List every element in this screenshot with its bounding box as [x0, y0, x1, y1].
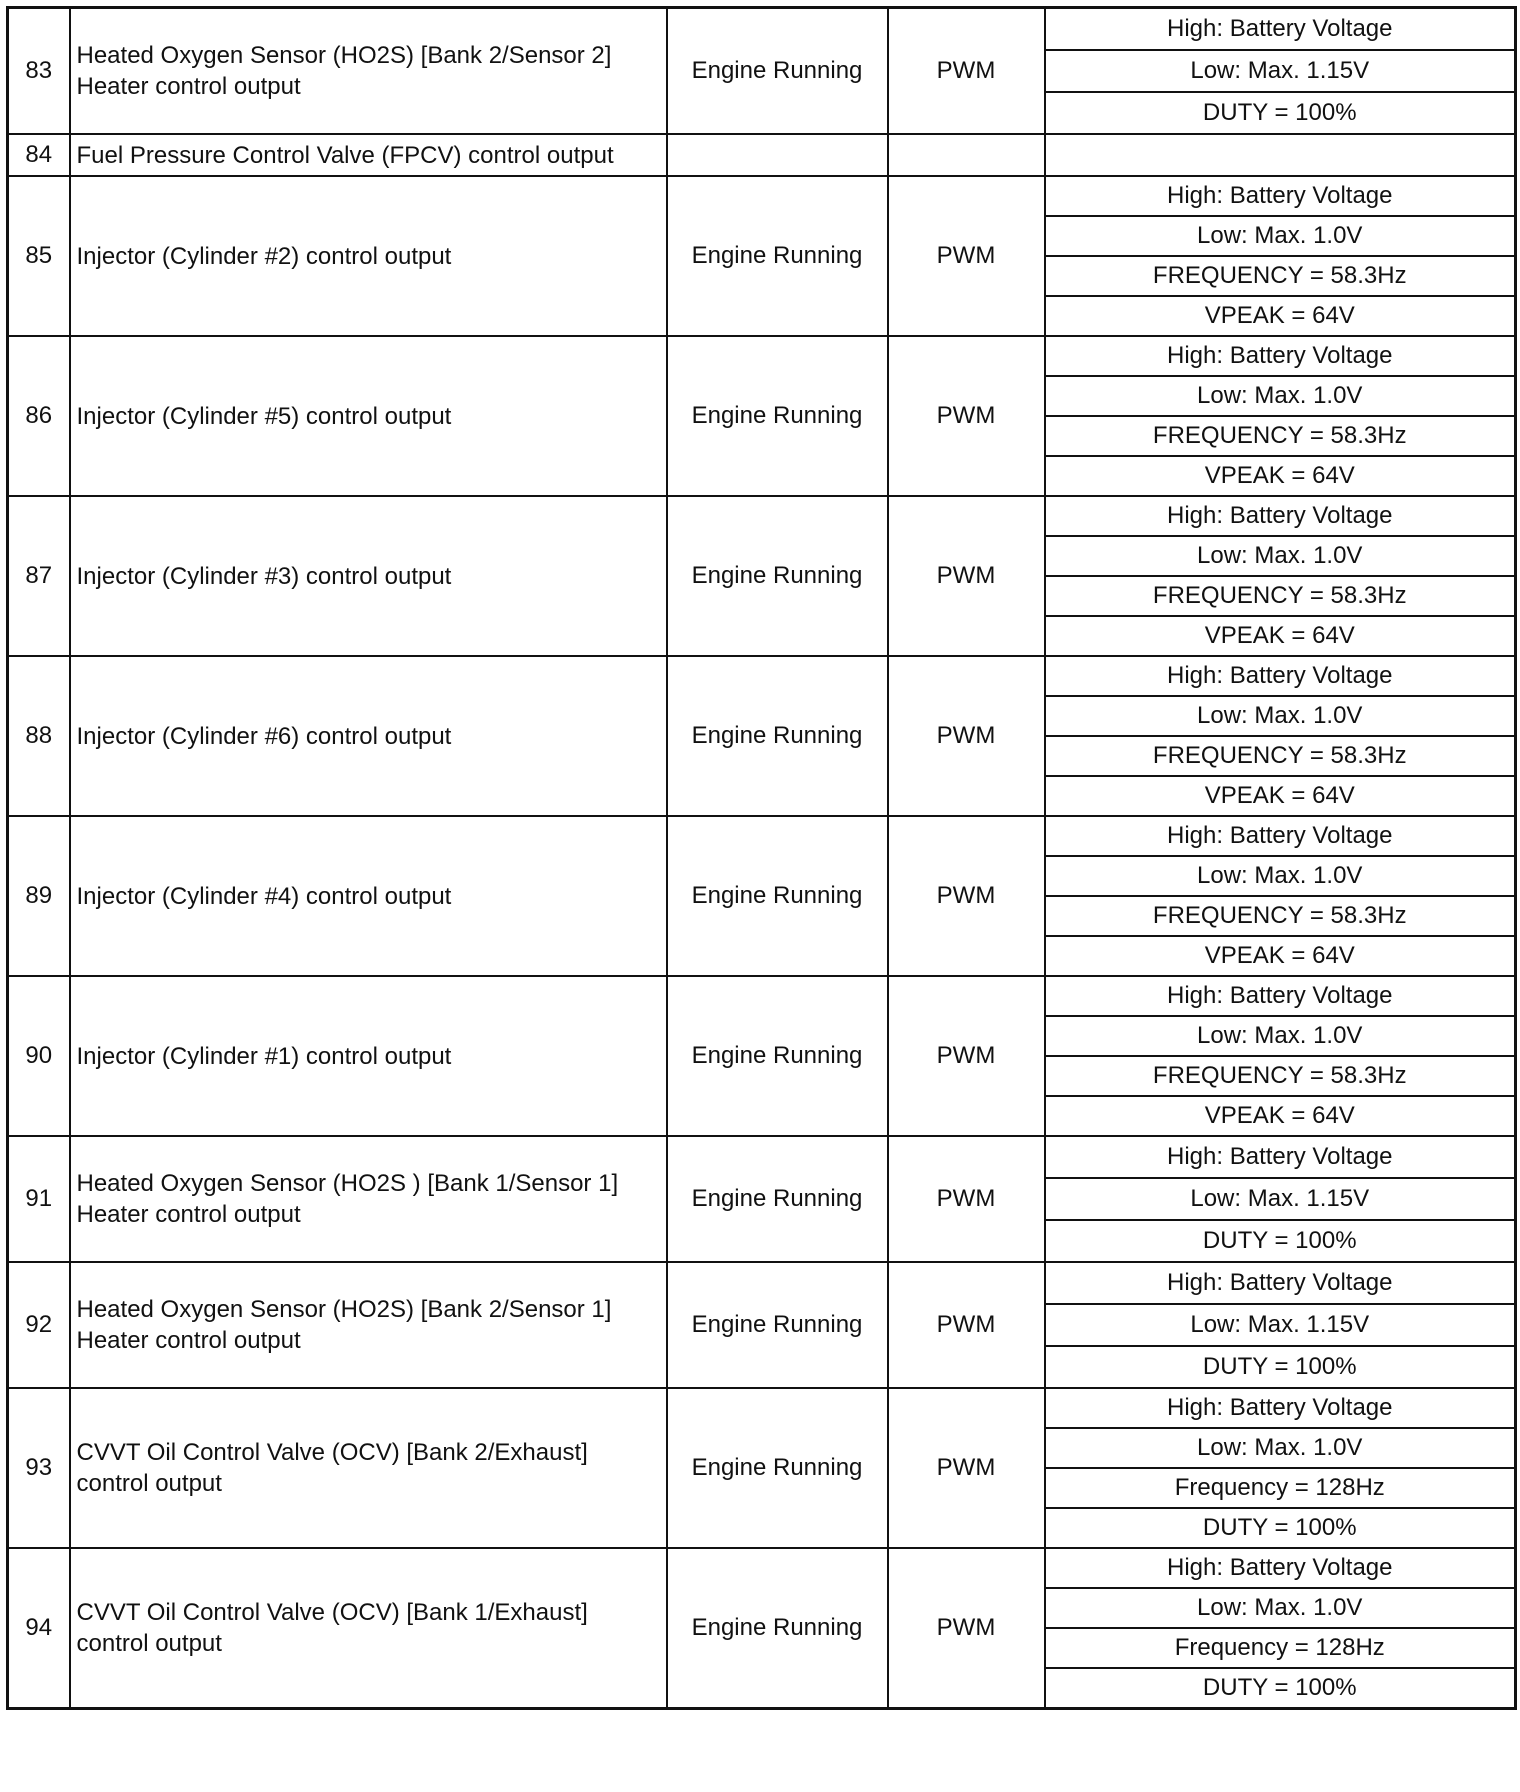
pin-spec-value: High: Battery Voltage: [1045, 1136, 1516, 1178]
pin-signal-type: PWM: [888, 8, 1045, 135]
pin-signal-type: [888, 134, 1045, 176]
pin-spec-value: High: Battery Voltage: [1045, 1548, 1516, 1588]
pin-spec-value: Low: Max. 1.0V: [1045, 856, 1516, 896]
pin-condition: Engine Running: [667, 1262, 888, 1388]
pin-description: [70, 8, 667, 135]
pin-condition: Engine Running: [667, 8, 888, 135]
pin-signal-type: PWM: [888, 656, 1045, 816]
pin-condition: Engine Running: [667, 336, 888, 496]
pin-spec-value: FREQUENCY = 58.3Hz: [1045, 256, 1516, 296]
pin-signal-type: PWM: [888, 816, 1045, 976]
table-row: [8, 1136, 1516, 1178]
pin-number: 94: [8, 1548, 70, 1709]
pin-description: [70, 1548, 667, 1709]
pin-spec-value: VPEAK = 64V: [1045, 1096, 1516, 1136]
description-line: control output: [76, 1630, 222, 1657]
pin-signal-type: PWM: [888, 336, 1045, 496]
pin-condition: [667, 134, 888, 176]
pin-spec-value: FREQUENCY = 58.3Hz: [1045, 416, 1516, 456]
pin-spec-value: [1045, 134, 1516, 176]
table-row: [8, 8, 1516, 51]
table-row: [8, 976, 1516, 1016]
pin-number: 93: [8, 1388, 70, 1548]
pin-signal-type: PWM: [888, 976, 1045, 1136]
description-line: Fuel Pressure Control Valve (FPCV) control output: [76, 141, 614, 169]
pin-spec-value: DUTY = 100%: [1045, 92, 1516, 134]
description-line: Heated Oxygen Sensor (HO2S) [Bank 2/Sensor 1]: [76, 1296, 612, 1323]
pin-spec-value: Low: Max. 1.0V: [1045, 1588, 1516, 1628]
table-row: [8, 816, 1516, 856]
pin-spec-value: DUTY = 100%: [1045, 1668, 1516, 1709]
pin-spec-value: Low: Max. 1.15V: [1045, 1178, 1516, 1220]
pin-number: 91: [8, 1136, 70, 1262]
table-row: [8, 1388, 1516, 1428]
pin-number: 92: [8, 1262, 70, 1388]
pin-description: [70, 176, 667, 336]
table-row: [8, 176, 1516, 216]
pin-spec-value: Low: Max. 1.0V: [1045, 1428, 1516, 1468]
description-line: Injector (Cylinder #1) control output: [76, 1042, 452, 1070]
pin-signal-type: PWM: [888, 496, 1045, 656]
pin-description: [70, 656, 667, 816]
pin-number: 84: [8, 134, 70, 176]
pin-spec-value: Frequency = 128Hz: [1045, 1468, 1516, 1508]
pin-spec-value: FREQUENCY = 58.3Hz: [1045, 576, 1516, 616]
pin-spec-value: Low: Max. 1.15V: [1045, 1304, 1516, 1346]
table-row: [8, 134, 1516, 176]
description-line: Heater control output: [76, 1201, 301, 1228]
description-line: Injector (Cylinder #6) control output: [76, 722, 452, 750]
description-line: Heated Oxygen Sensor (HO2S ) [Bank 1/Sensor 1]: [76, 1170, 619, 1197]
pin-number: 90: [8, 976, 70, 1136]
pin-spec-value: High: Battery Voltage: [1045, 976, 1516, 1016]
description-line: Heater control output: [76, 1327, 301, 1354]
table-row: [8, 1262, 1516, 1304]
pin-spec-value: FREQUENCY = 58.3Hz: [1045, 1056, 1516, 1096]
pin-spec-value: High: Battery Voltage: [1045, 656, 1516, 696]
description-line: Heated Oxygen Sensor (HO2S) [Bank 2/Sensor 2]: [76, 42, 612, 69]
pin-spec-value: High: Battery Voltage: [1045, 1388, 1516, 1428]
pin-spec-value: High: Battery Voltage: [1045, 1262, 1516, 1304]
pin-description: [70, 1136, 667, 1262]
pin-description: [70, 1388, 667, 1548]
pin-signal-type: PWM: [888, 1262, 1045, 1388]
pin-description: [70, 1262, 667, 1388]
table-row: [8, 496, 1516, 536]
pin-spec-value: VPEAK = 64V: [1045, 776, 1516, 816]
pin-spec-value: High: Battery Voltage: [1045, 176, 1516, 216]
pin-condition: Engine Running: [667, 176, 888, 336]
pin-spec-value: VPEAK = 64V: [1045, 616, 1516, 656]
pin-number: 83: [8, 8, 70, 135]
pin-signal-type: PWM: [888, 176, 1045, 336]
description-line: Injector (Cylinder #4) control output: [76, 882, 452, 910]
pin-spec-value: Low: Max. 1.0V: [1045, 696, 1516, 736]
pin-number: 86: [8, 336, 70, 496]
pin-description: [70, 976, 667, 1136]
description-line: Injector (Cylinder #5) control output: [76, 402, 452, 430]
pin-spec-value: VPEAK = 64V: [1045, 296, 1516, 336]
pin-spec-value: FREQUENCY = 58.3Hz: [1045, 736, 1516, 776]
pin-spec-value: Low: Max. 1.0V: [1045, 536, 1516, 576]
pin-spec-value: Low: Max. 1.0V: [1045, 1016, 1516, 1056]
pin-signal-type: PWM: [888, 1388, 1045, 1548]
pin-table: [6, 6, 1517, 1710]
pin-number: 85: [8, 176, 70, 336]
table-row: [8, 1548, 1516, 1588]
table-row: [8, 656, 1516, 696]
pin-spec-value: High: Battery Voltage: [1045, 816, 1516, 856]
pin-spec-value: High: Battery Voltage: [1045, 336, 1516, 376]
table-row: [8, 336, 1516, 376]
pin-number: 87: [8, 496, 70, 656]
pin-spec-value: Frequency = 128Hz: [1045, 1628, 1516, 1668]
description-line: Injector (Cylinder #3) control output: [76, 562, 452, 590]
pin-spec-value: Low: Max. 1.0V: [1045, 216, 1516, 256]
pin-condition: Engine Running: [667, 1548, 888, 1709]
pin-description: [70, 336, 667, 496]
pin-spec-value: DUTY = 100%: [1045, 1220, 1516, 1262]
pin-condition: Engine Running: [667, 816, 888, 976]
pin-spec-value: Low: Max. 1.15V: [1045, 50, 1516, 92]
pin-description: [70, 496, 667, 656]
description-line: CVVT Oil Control Valve (OCV) [Bank 2/Exhaust]: [76, 1439, 588, 1466]
pin-condition: Engine Running: [667, 1136, 888, 1262]
pin-number: 89: [8, 816, 70, 976]
pin-signal-type: PWM: [888, 1548, 1045, 1709]
pin-spec-value: DUTY = 100%: [1045, 1346, 1516, 1388]
pin-condition: Engine Running: [667, 1388, 888, 1548]
pin-spec-value: DUTY = 100%: [1045, 1508, 1516, 1548]
pin-table-body: [8, 8, 1516, 1709]
pin-signal-type: PWM: [888, 1136, 1045, 1262]
pin-description: [70, 816, 667, 976]
pin-spec-value: High: Battery Voltage: [1045, 8, 1516, 51]
description-line: control output: [76, 1470, 222, 1497]
pin-spec-value: FREQUENCY = 58.3Hz: [1045, 896, 1516, 936]
pin-condition: Engine Running: [667, 976, 888, 1136]
pin-condition: Engine Running: [667, 496, 888, 656]
pin-description: [70, 134, 667, 176]
pin-spec-value: VPEAK = 64V: [1045, 936, 1516, 976]
description-line: Heater control output: [76, 73, 301, 100]
pin-condition: Engine Running: [667, 656, 888, 816]
pin-spec-value: Low: Max. 1.0V: [1045, 376, 1516, 416]
description-line: CVVT Oil Control Valve (OCV) [Bank 1/Exhaust]: [76, 1599, 588, 1626]
pin-number: 88: [8, 656, 70, 816]
pin-spec-value: High: Battery Voltage: [1045, 496, 1516, 536]
pin-spec-value: VPEAK = 64V: [1045, 456, 1516, 496]
description-line: Injector (Cylinder #2) control output: [76, 242, 452, 270]
